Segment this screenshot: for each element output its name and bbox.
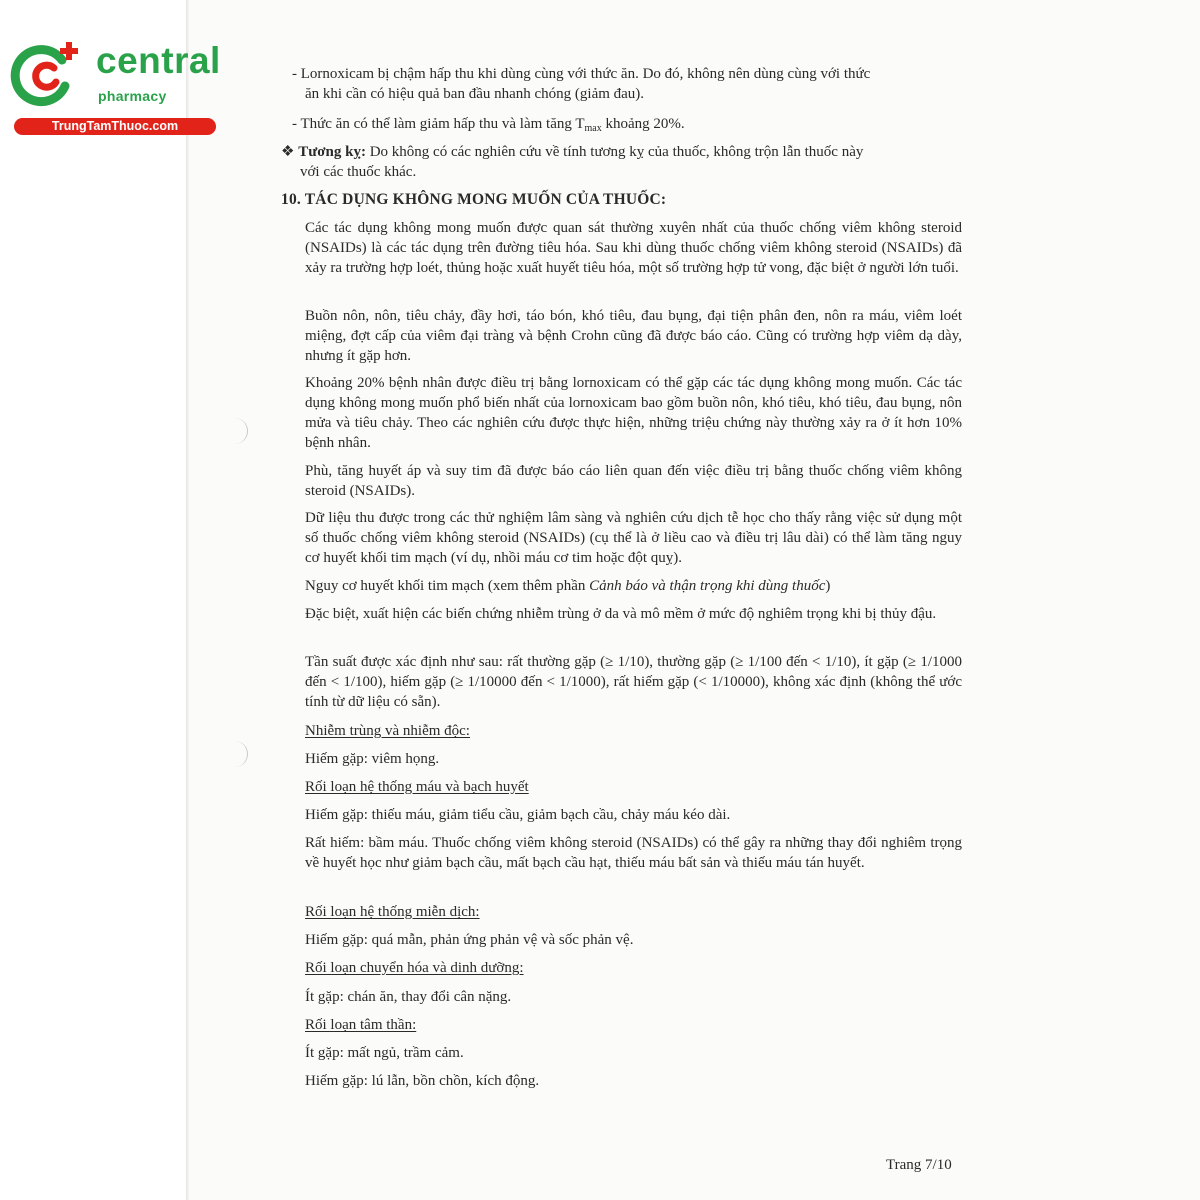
page-number: Trang 7/10 xyxy=(886,1157,952,1173)
group-metabolism-title: Rối loạn chuyển hóa và dinh dưỡng: xyxy=(305,960,524,976)
website-badge[interactable]: TrungTamThuoc.com xyxy=(14,118,216,135)
cv-risk-close: ) xyxy=(825,578,831,594)
bullet-2 xyxy=(292,114,685,139)
section-heading: 10. TÁC DỤNG KHÔNG MONG MUỐN CỦA THUỐC: xyxy=(281,191,667,208)
paragraph-lornoxicam: Khoảng 20% bệnh nhân được điều trị bằng lornoxicam có thể gặp các tác dụng không mong muốn. Các tác dụng không mong muốn phổ biến nhất của lornoxicam bao gồm buồn nôn, khó tiêu, khó tiêu, đau bụng, nôn mửa và tiêu chảy. Theo các nghiên cứu được thực hiện, những triệu chứng này thường xảy ra ở ít hơn 10% bệnh nhân. xyxy=(305,375,962,451)
bullet-2-text: - Thức ăn có thể làm giảm hấp thu và làm tăng T xyxy=(292,116,585,132)
tmax-subscript: max xyxy=(584,123,602,134)
group-psychiatric-item-1: Ít gặp: mất ngủ, trầm cảm. xyxy=(305,1045,464,1061)
group-blood-title: Rối loạn hệ thống máu và bạch huyết xyxy=(305,779,529,795)
bullet-2-tail: khoảng 20%. xyxy=(601,116,685,132)
bullet-1-line-2: ăn khi cần có hiệu quả ban đầu nhanh chóng (giảm đau). xyxy=(305,86,645,102)
group-immune-item: Hiếm gặp: quá mẫn, phản ứng phản vệ và sốc phản vệ. xyxy=(305,932,634,948)
group-psychiatric-title: Rối loạn tâm thần: xyxy=(305,1017,417,1033)
tuong-ky-line-1 xyxy=(281,142,863,162)
paragraph-symptoms: Buồn nôn, nôn, tiêu chảy, đầy hơi, táo bón, khó tiêu, đau bụng, đại tiện phân đen, nôn ra máu, viêm loét miệng, đợt cấp của viêm đại tràng và bệnh Crohn cũng đã được báo cáo. Cũng có trường hợp viêm dạ dày, nhưng ít gặp hơn. xyxy=(305,308,962,364)
cv-risk-reference: Cảnh báo và thận trọng khi dùng thuốc xyxy=(589,578,826,594)
paragraph-frequency: Tần suất được xác định như sau: rất thường gặp (≥ 1/10), thường gặp (≥ 1/100 đến < 1/10), ít gặp (≥ 1/1000 đến < 1/100), hiếm gặp (≥ 1/10000 đến < 1/1000), rất hiếm gặp (< 1/10000), không xác định (không thể ước tính từ dữ liệu có sẵn). xyxy=(305,654,962,710)
paragraph-clinical-data: Dữ liệu thu được trong các thử nghiệm lâm sàng và nghiên cứu dịch tễ học cho thấy rằng việc sử dụng một số thuốc chống viêm không steroid (NSAIDs) (cụ thể là ở liều cao và điều trị lâu dài) có thể làm tăng nguy cơ huyết khối tim mạch (ví dụ, nhồi máu cơ tim hoặc đột quỵ). xyxy=(305,510,962,566)
group-blood-item-2: Rất hiếm: bầm máu. Thuốc chống viêm không steroid (NSAIDs) có thể gây ra những thay đổi nghiêm trọng về huyết học như giảm bạch cầu, mất bạch cầu hạt, thiếu máu bất sản và thiếu máu tán huyết. xyxy=(305,835,962,871)
group-metabolism-item: Ít gặp: chán ăn, thay đổi cân nặng. xyxy=(305,989,512,1005)
tuong-ky-label: Tương kỵ: xyxy=(298,144,366,160)
group-infections-title: Nhiễm trùng và nhiễm độc: xyxy=(305,723,470,739)
tuong-ky-line-2: với các thuốc khác. xyxy=(300,164,417,180)
paragraph-edema: Phù, tăng huyết áp và suy tim đã được báo cáo liên quan đến việc điều trị bằng thuốc chống viêm không steroid (NSAIDs). xyxy=(305,463,962,499)
brand-subtitle: pharmacy xyxy=(98,88,167,104)
bullet-1-line-1: - Lornoxicam bị chậm hấp thu khi dùng cùng với thức ăn. Do đó, không nên dùng cùng với thức xyxy=(292,66,871,82)
group-blood-item-1: Hiếm gặp: thiếu máu, giảm tiểu cầu, giảm bạch cầu, chảy máu kéo dài. xyxy=(305,807,731,823)
diamond-bullet-icon: ❖ xyxy=(281,144,295,160)
paragraph-gi-effects: Các tác dụng không mong muốn được quan sát thường xuyên nhất của thuốc chống viêm không steroid (NSAIDs) là các tác dụng trên đường tiêu hóa. Sau khi dùng thuốc chống viêm không steroid (NSAIDs) đã xảy ra trường hợp loét, thủng hoặc xuất huyết tiêu hóa, một số trường hợp tử vong, đặc biệt ở người lớn tuổi. xyxy=(305,220,962,276)
tuong-ky-text: Do không có các nghiên cứu về tính tương kỵ của thuốc, không trộn lẫn thuốc này xyxy=(365,144,864,160)
paragraph-cv-risk xyxy=(305,576,830,596)
brand-name: central xyxy=(96,40,221,81)
group-psychiatric-item-2: Hiếm gặp: lú lẫn, bồn chồn, kích động. xyxy=(305,1073,540,1089)
paragraph-varicella: Đặc biệt, xuất hiện các biến chứng nhiễm trùng ở da và mô mềm ở mức độ nghiêm trọng khi bị thủy đậu. xyxy=(305,606,937,622)
group-immune-title: Rối loạn hệ thống miễn dịch: xyxy=(305,904,480,920)
cv-risk-text: Nguy cơ huyết khối tim mạch (xem thêm phần xyxy=(305,578,590,594)
group-infections-item: Hiếm gặp: viêm họng. xyxy=(305,751,440,767)
